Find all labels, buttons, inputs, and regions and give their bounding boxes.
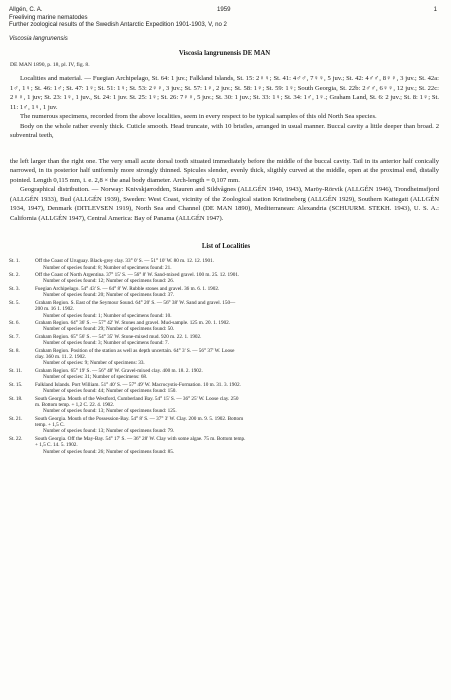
locality-statistics: Number of species found: 29; Number of specimens found: 50. [43,326,175,333]
locality-number: St. 22. [9,436,23,443]
locality-number: St. 21. [9,416,23,423]
locality-description [35,348,419,367]
locality-line: Off the Coast of Uruguay. Black-grey clay. 33° 0' S. — 51° 10' W. 80 m. 12. 12. 1901. [35,258,215,265]
species-article [9,50,443,223]
locality-description [35,320,419,332]
locality-number: St. 18. [9,395,23,402]
locality-entry [9,300,419,319]
locality-description [35,286,419,298]
paragraph-numerous: The numerous specimens, recorded from the above localities, seem in every respect to be typical samples of this old North Sea species. [20,113,377,121]
locality-statistics: Number of species found: 1; Number of specimens found: 10. [43,312,172,319]
locality-line: Falkland Islands. Port William. 51° 40' S. — 57° 49' W. Macrocystis-Formation. 10 m. 31. 3. 1902. [35,382,241,389]
locality-entry [9,272,419,284]
locality-number: St. 2. [9,272,20,279]
locality-line: temp. + 1,5 C. [35,422,65,429]
locality-entry [9,286,419,298]
locality-description [35,334,419,346]
locality-statistics: Number of species: 31; Number of specimens: 68. [43,374,148,381]
locality-description [35,382,419,394]
page-gap [10,141,439,157]
paragraph-localities: Localities and material. — Fuegian Archipelago, St. 64: 1 juv.; Falkland Islands, St. 15: 2♀♀; St. 41: 4♂♂, 7♀♀, 5 juv.; St. 42: 4♂♂, 8♀♀, 3 juv.; St. 42a: 1♂, 1♀; St. 46: 1♂; St. 47: 1♀; St. 51: 1♀; St. 53: 2♀♀, 3 juv.; St. 57: 1♀, 2 juv.; St. 58: 1♀; St. 59: 1♀; South Georgia, St. 22b: 2♂♂, 6♀♀, 12 juv.; St. 22c: 2♀♀, 1 juv; St. 23: 1♀, 1 juv., St. 24: 1 juv. St. 25: 1♀; St. 26: 7♀♀, 5 juv.; St. 30: 1 juv.; St. 33: 1♀; St. 34: 1♂, 1♀.; Graham Land, St. 6: 2 juv.; St. 8: 1♀; St. 11: 1♂, 1♀, 1 juv. [10,75,439,111]
locality-description [35,368,419,380]
series-line: Freeliving marine nematodes [9,13,88,21]
locality-statistics: Number of species found: 13; Number of specimens found: 79. [43,428,175,435]
locality-statistics: Number of species found: 12; Number of specimens found: 26. [43,278,175,285]
locality-description [35,416,419,435]
locality-line: 200 m. 16 1. 1902. [35,306,75,313]
locality-entry [9,382,419,394]
locality-entry [9,334,419,346]
locality-number: St. 5. [9,300,20,307]
locality-line: Graham Region. 65° 19' S. — 56° 48' W. Gravel-mixed clay. 400 m. 18. 2. 1902. [35,368,203,375]
paragraph-teeth: the left larger than the right one. The very small acute dorsal tooth situated immediately before the middle of the buccal cavity. Tail in its anterior half conically narrowed, in its posterior half uniformly more strongly thinned. Spicules slender, evenly thick, sligthly curved at the middle, open at the proximal end, distally pointed. Length 0,115 mm, i. e. 2,8 × the anal body diameter. Arch-length = 0,107 mm. [10,157,439,184]
locality-entry [9,320,419,332]
locality-number: St. 3. [9,286,20,293]
locality-line: South Georgia. Mouth of the Possession-Bay. 54° 8' S. — 37° 3' W. Clay. 200 m. 9. 5. 1902. Bottom [35,416,244,423]
article-title: Viscosia langrunensis DE MAN [178,50,271,58]
locality-statistics: Number of species found: 44; Number of specimens found: 150. [43,388,177,395]
localities-title: List of Localities [201,243,251,251]
locality-number: St. 7. [9,334,20,341]
locality-line: Graham Region. Position of the station as well as depth uncertain. 64° 3' S. — 56° 37' W. Loose [35,348,235,355]
locality-number: St. 6. [9,320,20,327]
localities-list [9,258,443,454]
locality-statistics: Number of species found: 20; Number of specimens found: 37. [43,292,175,299]
locality-number: St. 15. [9,382,23,389]
locality-number: St. 1. [9,258,20,265]
locality-description [35,258,419,270]
locality-line: Off the Coast of North Argentina. 37° 15' S. — 56° 8' W. Sand-mixed gravel. 100 m. 25. 12. 1901. [35,272,240,279]
locality-line: clay. 360 m. 11. 2. 1902. [35,354,87,361]
publication-line: Further zoological results of the Swedish Antarctic Expedition 1901-1903, V, no 2 [9,21,227,29]
locality-number: St. 11. [9,368,23,375]
species-heading: Viscosia langrunensis [9,34,68,42]
locality-entry [9,396,419,415]
locality-line: + 1,5 C. 14. 5. 1902. [35,442,78,449]
locality-line: South Georgia. Off the May-Bay. 54° 17' S. — 36° 28' W. Clay with some algae. 75 m. Bottom temp. [35,436,246,443]
locality-description [35,396,419,415]
locality-entry [9,258,419,270]
locality-line: Graham Region. 64° 36' S. — 57° 42' W. Stones and gravel. Mud-sample. 125 m. 20. 1. 1902. [35,320,231,327]
page-header [9,6,443,42]
paragraph-body: Body on the whole rather evenly thick. Cuticle smooth. Head truncate, with 10 bristles, arranged in usual manner. Buccal cavity a little deeper than broad. 2 subventral teeth, [10,122,439,140]
locality-line: Fuegian Archipelago. 54° 43' S. — 64° 8' W. Rubble stones and gravel. 36 m. 6. 1. 1902. [35,286,220,293]
locality-line: Graham Region. S. East of the Seymour Sound. 64° 20' S. — 56° 38' W. Sand and gravel. 150— [35,300,236,307]
locality-description [35,436,419,455]
article-reference: DE MAN 1890, p. 18, pl. IV, fig. 8. [10,62,90,69]
locality-statistics: Number of species found: 26; Number of specimens found: 85. [43,448,175,455]
locality-entry [9,416,419,435]
page-number: 1 [433,6,437,13]
locality-line: m. Bottom temp. + 1,2 C. 22. 4. 1902. [35,402,115,409]
locality-number: St. 8. [9,348,20,355]
locality-description [35,300,419,319]
locality-statistics: Number of species: 9; Number of specimens: 33. [43,360,145,367]
locality-entry [9,348,419,367]
locality-line: South Georgia. Mouth of the Westford, Cumberland Bay. 54° 15' S. — 36° 25' W. Loose clay. 250 [35,395,239,402]
author-line: Allgén, C. A. [9,6,43,13]
locality-statistics: Number of species found: 8; Number of specimens found: 21. [43,264,172,271]
locality-entry [9,436,419,455]
locality-entry [9,368,419,380]
paragraph-distribution: Geographical distribution. — Norway: Knivskjærodden, Stauren and Sildvågnes (ALLGÉN 1940, 1943), Maröy-Rörvik (ALLGÉN 1946), Trondheimsfjord (ALLGÉN 1933), Bud (ALLGÉN 1939), Sweden: West Coast, vicinity of the Zoological station Kristineberg (ALLGÉN 1929), Southern Kattegatt (ALLGÉN 1934, 1947), Denmark (DITLEVSEN 1919), North Sea and Channel (DE MAN 1890), Mediterranean: Alexandria (SCHUURM. STEKH. 1943), U. S. A.: California (ALLGÉN 1947), Central America: Bay of Panama (ALLGÉN 1947). [10,186,439,222]
locality-statistics: Number of species found: 3; Number of specimens found: 7. [43,340,169,347]
locality-statistics: Number of species found: 13; Number of specimens found: 125. [43,408,177,415]
locality-description [35,272,419,284]
header-year: 1959 [217,6,231,13]
locality-line: Graham Region. 65° 56' S. — 54° 35' W. Stone-mixed mud. 920 m. 22. 1. 1902. [35,334,202,341]
